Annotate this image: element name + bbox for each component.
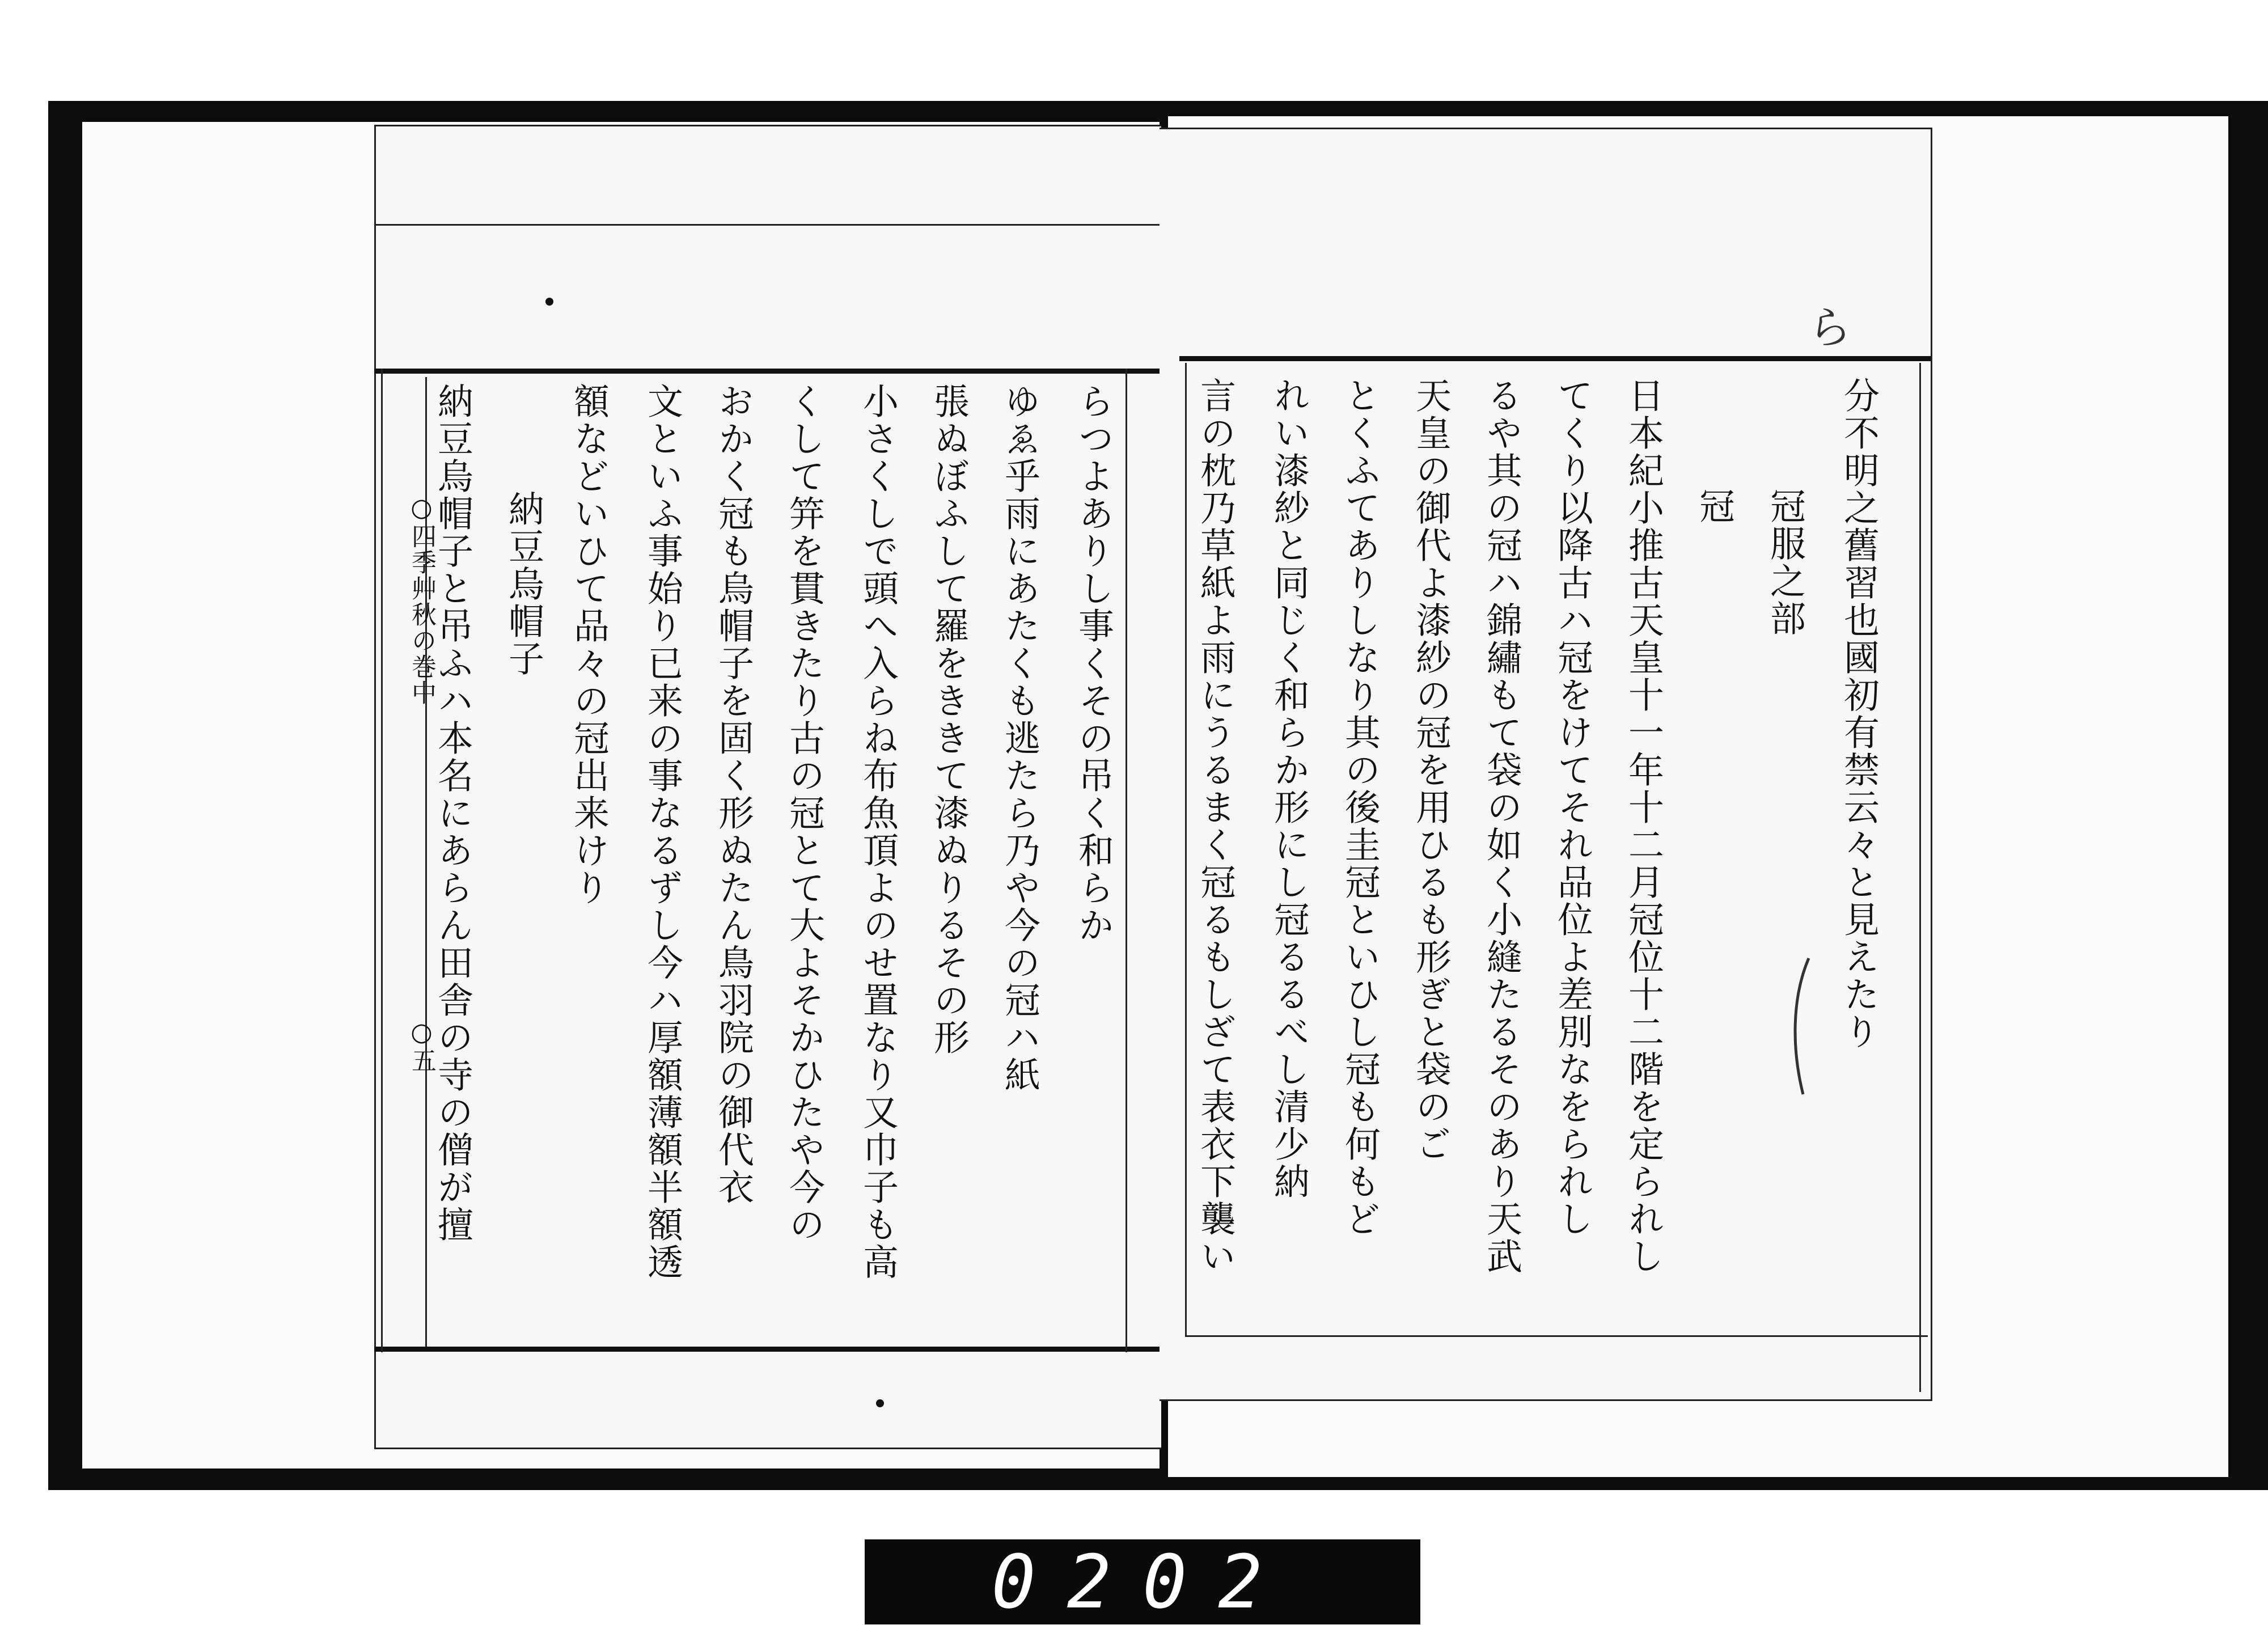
- right-text-column: 天皇の御代よ漆紗の冠を用ひるも形ぎと袋のご: [1410, 377, 1452, 1163]
- scan-speck: [545, 298, 553, 306]
- section-heading-kanmuri: 冠: [1694, 488, 1735, 525]
- right-text-column: 言の枕乃草紙よ雨にうるまく冠るもしざて表衣下襲い: [1195, 377, 1236, 1275]
- left-frame-top-rule: [374, 369, 1160, 374]
- left-page-stack: [374, 125, 1161, 1449]
- right-frame-top-rule: [1179, 356, 1931, 361]
- left-text-column: 額などいひて品々の冠出来けり: [568, 383, 610, 907]
- right-text-column: 分不明之舊習也國初有禁云々と見えたり: [1838, 377, 1880, 1051]
- folio: ○五: [407, 1018, 436, 1074]
- left-text-column: らつよありし事くその吊く和らか: [1073, 383, 1114, 944]
- left-text-column: くして笄を貫きたり古の冠とて大よそかひたや今の: [784, 383, 825, 1243]
- running-head: ○四季艸秋の巻中: [407, 493, 436, 706]
- right-text-column: てくり以降古ハ冠をけてそれ品位よ差別なをられし: [1552, 377, 1593, 1238]
- right-frame-bottom-rule: [1185, 1335, 1928, 1337]
- left-frame-bottom-rule: [374, 1347, 1160, 1352]
- right-text-column: るや其の冠ハ錦繡もて袋の如く小縫たるそのあり天武: [1481, 377, 1522, 1275]
- left-text-column: 文といふ事始り已来の事なるずし今ハ厚額薄額半額透: [642, 383, 683, 1281]
- right-frame-left-line: [1185, 363, 1187, 1335]
- archive-number: 0202: [991, 1539, 1294, 1625]
- margin-pencil-mark: ら: [1800, 303, 1852, 349]
- left-text-column: 小さくしで頭へ入らね布魚頂よのせ置なり又巾子も高: [857, 383, 899, 1281]
- right-frame-right-line: [1919, 363, 1921, 1392]
- archive-label: [865, 1539, 1420, 1624]
- left-frame-inner-line: [1125, 369, 1127, 1352]
- right-text-column: とくふてありしなり其の後圭冠といひし冠も何もど: [1339, 377, 1381, 1238]
- right-text-column: 日本紀小推古天皇十一年十二月冠位十二階を定られし: [1623, 377, 1664, 1275]
- left-text-column: 張ぬぼふして羅をききて漆ぬりるその形: [928, 383, 970, 1056]
- section-heading-natto-eboshi: 納豆烏帽子: [503, 490, 544, 678]
- scan-speck: [876, 1399, 884, 1407]
- section-heading-kanpuku: 冠服之部: [1765, 488, 1806, 637]
- left-text-column: 納豆烏帽子と吊ふハ本名にあらん田舎の寺の僧が擅: [432, 383, 473, 1243]
- left-upper-rule: [374, 224, 1160, 226]
- left-frame-outer-line: [381, 369, 383, 1352]
- left-text-column: おかく冠も烏帽子を固く形ぬたん鳥羽院の御代衣: [713, 383, 754, 1206]
- right-text-column: れい漆紗と同じく和らか形にし冠るるべし清少納: [1268, 377, 1310, 1200]
- left-text-column: ゆゑ乎雨にあたくも逃たら乃や今の冠ハ紙: [999, 383, 1040, 1094]
- margin-pencil-stroke: [1786, 953, 1820, 1100]
